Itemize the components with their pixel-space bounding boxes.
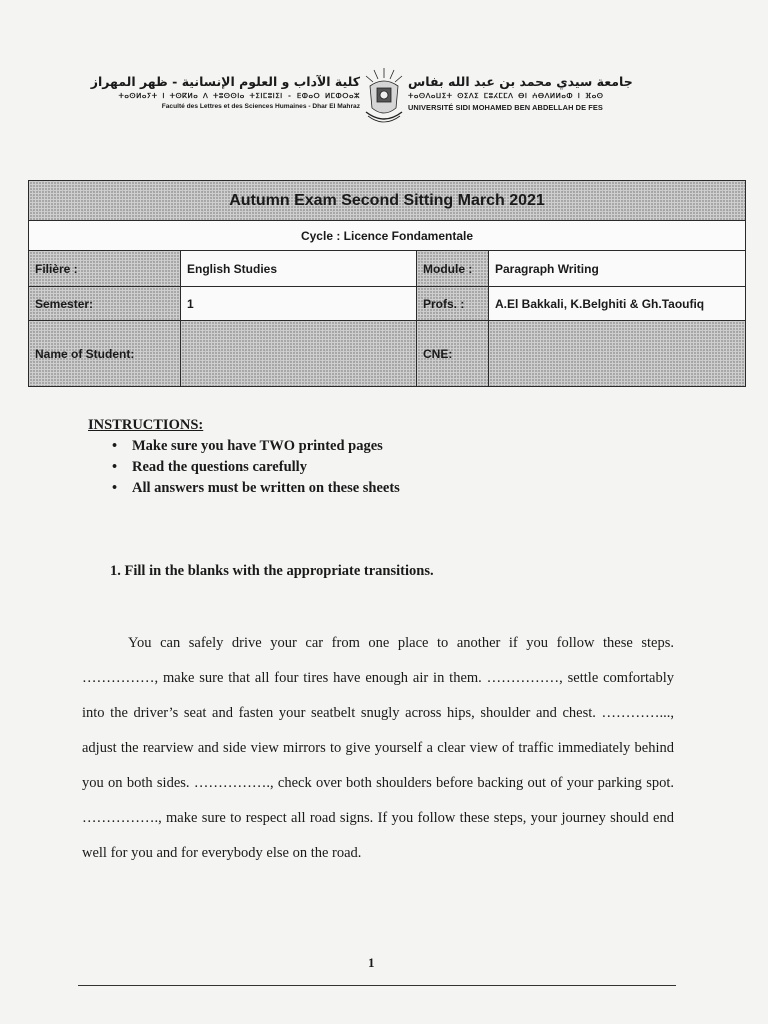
instructions-section [88,417,400,499]
footer-divider [78,985,676,986]
profs-label: Profs. : [417,287,489,321]
module-value: Paragraph Writing [489,251,746,287]
filiere-value: English Studies [181,251,417,287]
letterhead [92,66,682,128]
question-1-passage: You can safely drive your car from one place to another if you follow these steps. ……………, make sure that all four tires have enough air in them. ……………, settle comfortably into the driver’s seat and fasten your seatbelt snugly across hips, shoulder and chest. …………..., adjust the rearview and side view mirrors to give yourself a clear view of traffic immediately behind you on both sides. ……………., check over both shoulders before backing out of your parking spot. ……………., make sure to respect all road signs. If you follow these steps, your journey should end well for you and for everybody else on the road. [82,635,674,861]
university-name-arabic: جامعة سيدي محمد بن عبد الله بفاس [408,74,633,89]
page-number: 1 [368,955,375,970]
profs-value: A.El Bakkali, K.Belghiti & Gh.Taoufiq [489,287,746,321]
instructions-title: INSTRUCTIONS: [88,417,204,433]
student-name-field[interactable] [181,321,417,387]
university-name-tifinagh: ⵜⴰⵙⴷⴰⵡⵉⵜ ⵙⵉⴷⵉ ⵎⵓⵃⵎⵎⴷ ⴱⵏ ⵄⴱⴷⵍⵍⴰⵀ ⵏ ⴼⴰⵙ [408,92,604,100]
semester-label: Semester: [29,287,181,321]
exam-title: Autumn Exam Second Sitting March 2021 [29,181,746,221]
student-name-label: Name of Student: [29,321,181,387]
faculty-block [92,74,360,110]
instruction-item: • Make sure you have TWO printed pages [112,436,400,457]
exam-cycle: Cycle : Licence Fondamentale [29,221,746,251]
faculty-name-french: Faculté des Lettres et des Sciences Humaines - Dhar El Mahraz [161,103,360,110]
question-1-prompt: 1. Fill in the blanks with the appropriate transitions. [110,563,434,579]
cne-label: CNE: [417,321,489,387]
filiere-label: Filière : [29,251,181,287]
semester-value: 1 [181,287,417,321]
faculty-name-tifinagh: ⵜⴰⵙⵍⴰⵢⵜ ⵏ ⵜⵙⴽⵍⴰ ⴷ ⵜⵓⵙⵙⵏⴰ ⵜⵉⵏⵎⵓⵏⵉⵏ - ⴹⵀⴰⵔ ⵍⵎⵀⵔⴰⵣ [118,92,360,100]
university-crest-icon [360,66,408,128]
cne-field[interactable] [489,321,746,387]
faculty-name-arabic: كلية الآداب و العلوم الإنسانية - ظهر المهراز [90,74,360,89]
module-label: Module : [417,251,489,287]
university-block [408,74,684,112]
instruction-item: • Read the questions carefully [112,457,400,478]
instructions-list [112,436,400,499]
exam-info-table [28,180,746,387]
question-1-passage-block [82,626,674,871]
university-name-french: UNIVERSITÉ SIDI MOHAMED BEN ABDELLAH DE FES [408,103,603,112]
instruction-item: • All answers must be written on these sheets [112,478,400,499]
